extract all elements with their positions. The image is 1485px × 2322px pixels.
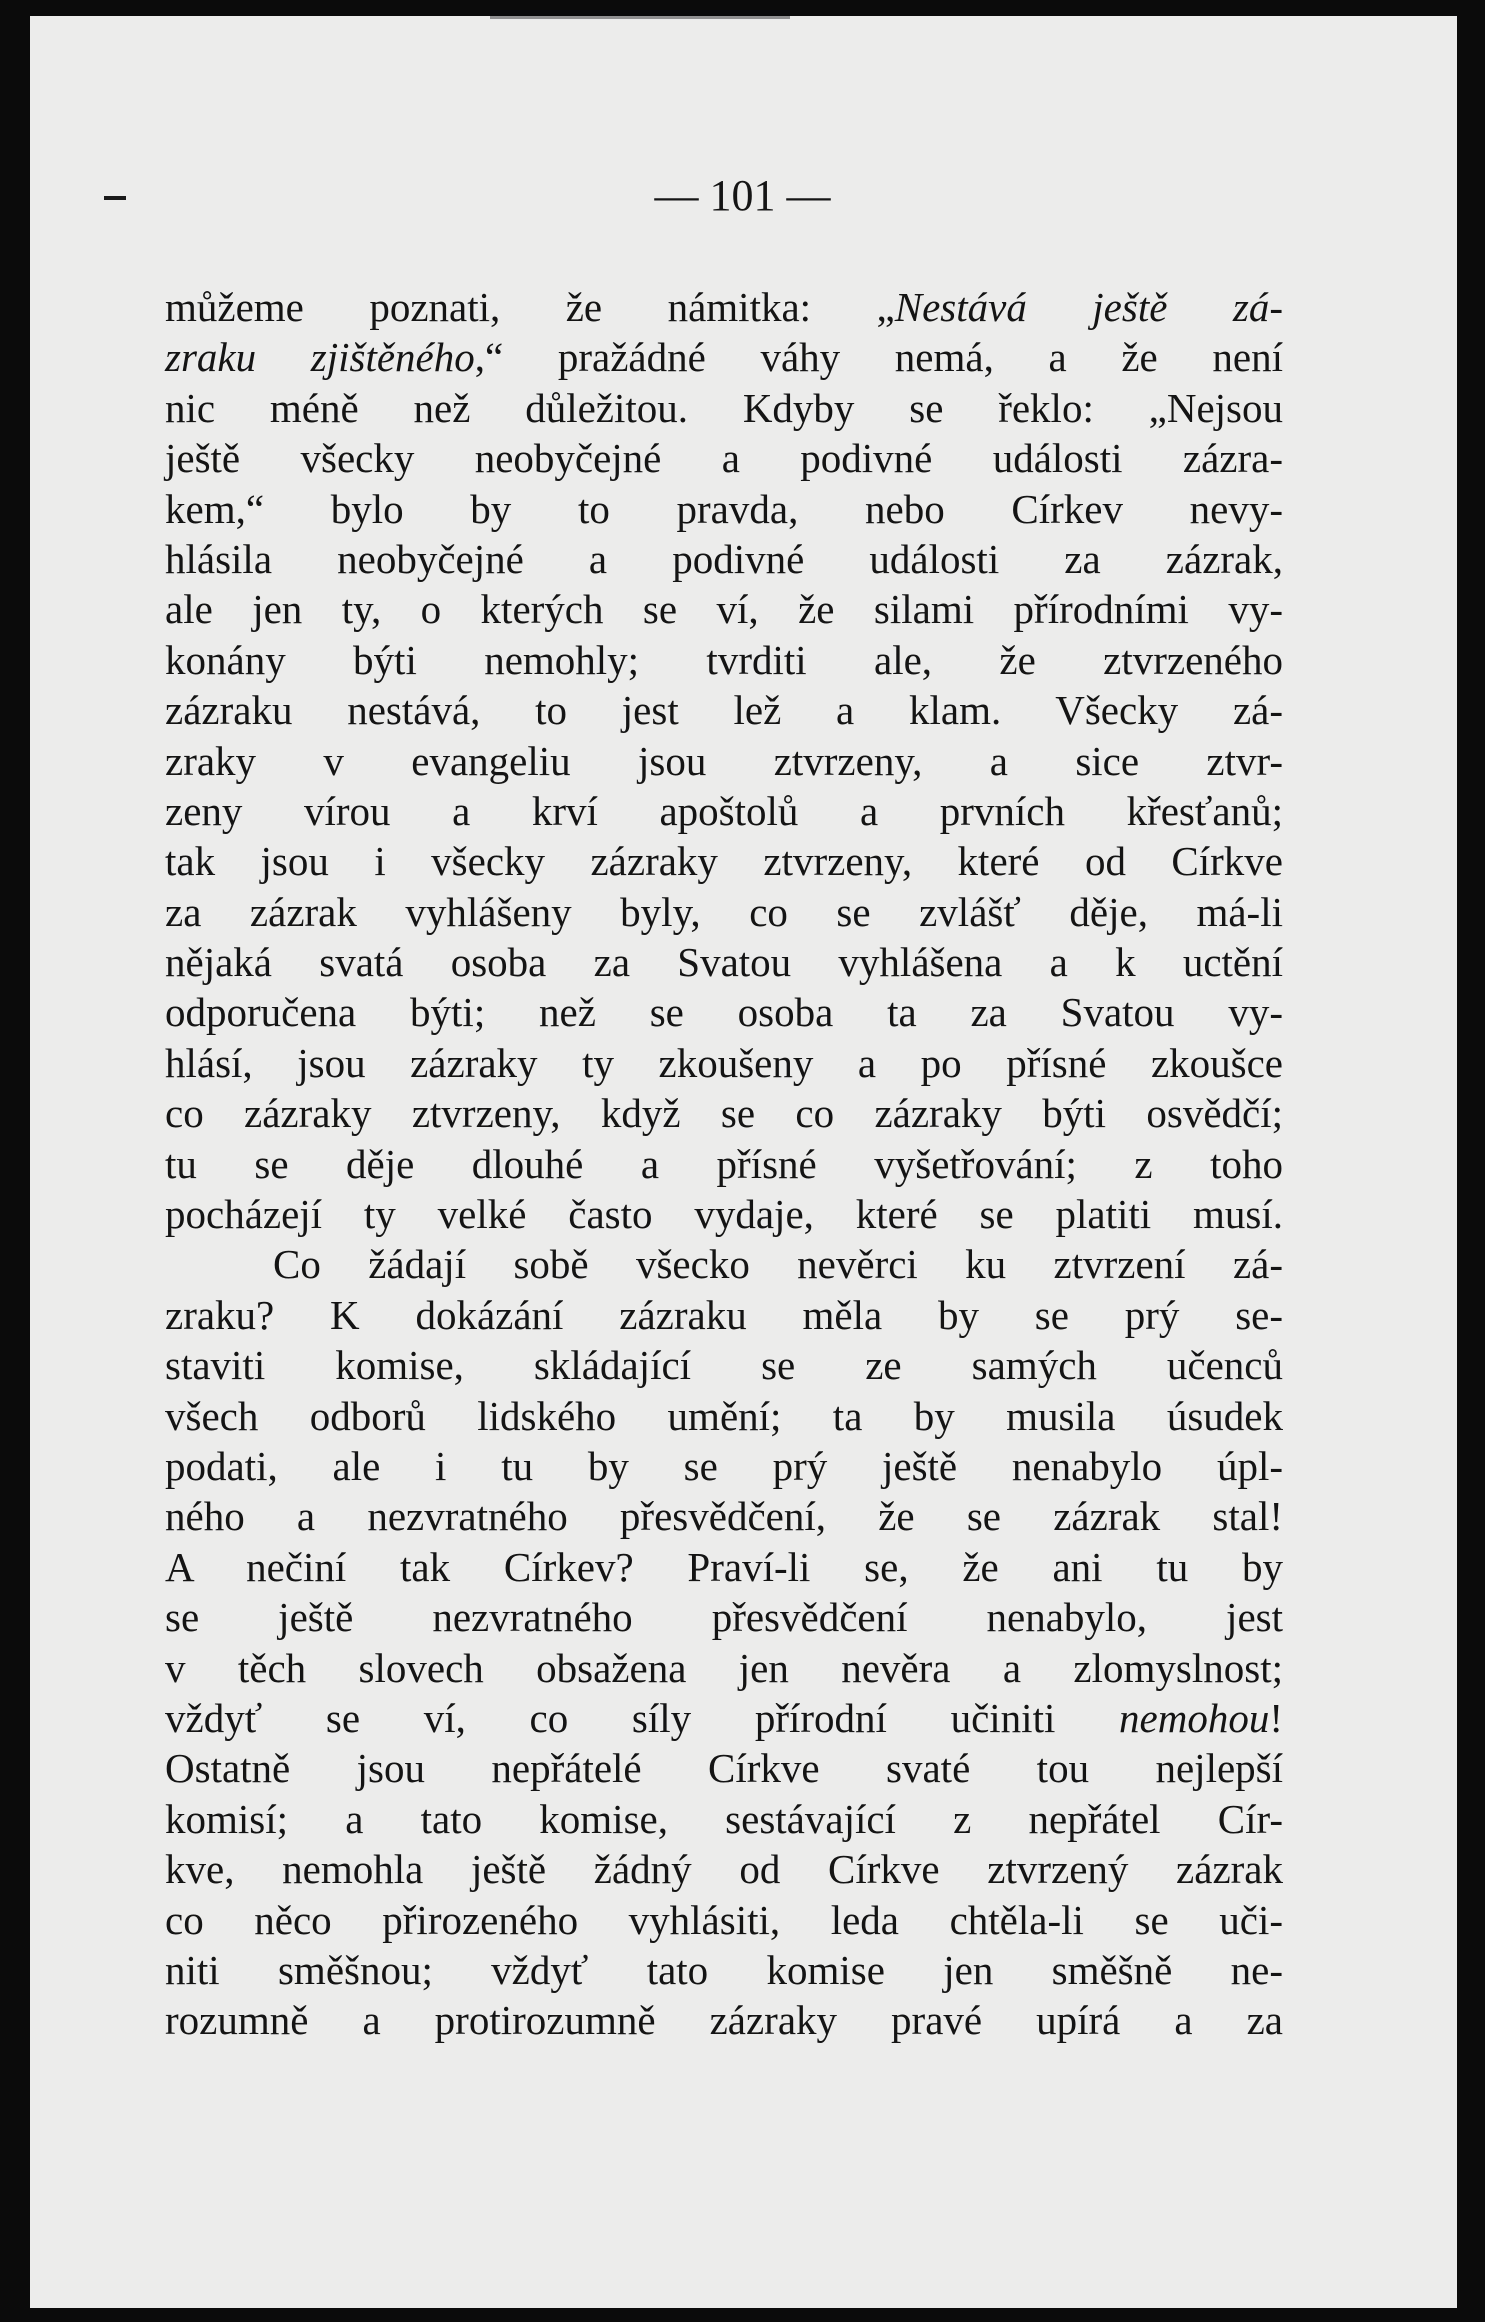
- text-line: [165, 1542, 1283, 1592]
- text-segment: staviti komise, skládající se ze samých učenců: [165, 1342, 1283, 1389]
- text-line: [165, 685, 1283, 735]
- text-segment: nějaká svatá osoba za Svatou vyhlášena a k uctění: [165, 939, 1283, 986]
- emphasized-text: Nestává ještě zá-: [894, 284, 1283, 330]
- text-line: [165, 987, 1283, 1037]
- text-line: [165, 635, 1283, 685]
- text-segment: odporučena býti; než se osoba ta za Svatou vy-: [165, 989, 1283, 1036]
- text-segment: můžeme poznati, že námitka: „: [165, 284, 895, 330]
- text-segment: komisí; a tato komise, sestávající z nepřátel Cír-: [165, 1795, 1283, 1842]
- text-segment: ného a nezvratného přesvědčení, že se zázrak stal!: [165, 1493, 1283, 1540]
- text-segment: ale jen ty, o kterých se ví, že silami přírodními vy-: [165, 586, 1283, 633]
- text-line: [165, 332, 1283, 382]
- text-line: [165, 282, 1283, 332]
- text-segment: co zázraky ztvrzeny, když se co zázraky býti osvědčí;: [165, 1090, 1283, 1137]
- text-segment: za zázrak vyhlášeny byly, co se zvlášť děje, má-li: [165, 888, 1283, 935]
- text-line: [165, 1491, 1283, 1541]
- text-segment: A nečiní tak Církev? Praví-li se, že ani tu by: [165, 1543, 1283, 1590]
- page-number: — 101 —: [654, 171, 831, 220]
- text-line: [165, 1290, 1283, 1340]
- text-line: [165, 1643, 1283, 1693]
- text-segment: zeny vírou a krví apoštolů a prvních křesťanů;: [165, 787, 1283, 834]
- text-segment: tu se děje dlouhé a přísné vyšetřování; z toho: [165, 1140, 1283, 1187]
- text-segment: niti směšnou; vždyť tato komise jen směšně ne-: [165, 1946, 1283, 1993]
- text-line: [165, 1391, 1283, 1441]
- text-segment: podati, ale i tu by se prý ještě nenabylo úpl-: [165, 1442, 1283, 1489]
- text-line: [165, 1189, 1283, 1239]
- text-segment: konány býti nemohly; tvrditi ale, že ztvrzeného: [165, 636, 1283, 683]
- text-segment: tak jsou i všecky zázraky ztvrzeny, které od Církve: [165, 838, 1283, 885]
- emphasized-text: nemohou: [1119, 1694, 1270, 1741]
- text-line: [165, 383, 1283, 433]
- text-line: [165, 584, 1283, 634]
- text-segment: kem,“ bylo by to pravda, nebo Církev nevy-: [165, 485, 1283, 532]
- text-line: [165, 1441, 1283, 1491]
- text-line: [165, 1895, 1283, 1945]
- text-line: [165, 1743, 1283, 1793]
- text-line: [165, 484, 1283, 534]
- text-segment: vždyť se ví, co síly přírodní učiniti: [165, 1694, 1120, 1741]
- text-line: [165, 1038, 1283, 1088]
- text-line: [165, 836, 1283, 886]
- text-line: [165, 937, 1283, 987]
- text-segment: se ještě nezvratného přesvědčení nenabylo, jest: [165, 1594, 1283, 1641]
- text-line: [165, 1995, 1283, 2045]
- text-line: [165, 534, 1283, 584]
- text-segment: nic méně než důležitou. Kdyby se řeklo: „Nejsou: [165, 384, 1283, 431]
- text-segment: Ostatně jsou nepřátelé Církve svaté tou nejlepší: [165, 1745, 1283, 1792]
- text-line: [165, 1945, 1283, 1995]
- text-segment: v těch slovech obsažena jen nevěra a zlomyslnost;: [165, 1644, 1283, 1691]
- text-segment: ,“ pražádné váhy nemá, a že není: [474, 334, 1283, 381]
- text-line: [165, 736, 1283, 786]
- text-line: [165, 1239, 1283, 1289]
- emphasized-text: zraku zjištěného: [165, 334, 475, 381]
- text-line: [165, 1794, 1283, 1844]
- page-top-edge-mark: [490, 16, 790, 19]
- text-segment: zraky v evangeliu jsou ztvrzeny, a sice ztvr-: [165, 737, 1283, 784]
- body-text: [165, 282, 1283, 2046]
- text-segment: hlásí, jsou zázraky ty zkoušeny a po přísné zkoušce: [165, 1039, 1283, 1086]
- text-segment: rozumně a protirozumně zázraky pravé upírá a za: [165, 1997, 1283, 2044]
- text-segment: zraku? K dokázání zázraku měla by se prý se-: [165, 1291, 1283, 1338]
- text-segment: všech odborů lidského umění; ta by musila úsudek: [165, 1392, 1283, 1439]
- text-segment: kve, nemohla ještě žádný od Církve ztvrzený zázrak: [165, 1846, 1283, 1893]
- text-segment: zázraku nestává, to jest lež a klam. Všecky zá-: [165, 687, 1283, 734]
- text-segment: hlásila neobyčejné a podivné události za zázrak,: [165, 535, 1283, 582]
- text-line: [165, 1592, 1283, 1642]
- text-line: [165, 1088, 1283, 1138]
- text-segment: co něco přirozeného vyhlásiti, leda chtěla-li se uči-: [165, 1896, 1283, 1943]
- text-segment: !: [1269, 1694, 1283, 1741]
- text-line: [165, 1340, 1283, 1390]
- text-line: [165, 786, 1283, 836]
- text-line: [165, 1693, 1283, 1743]
- text-line: [165, 1844, 1283, 1894]
- text-line: [165, 887, 1283, 937]
- text-line: [165, 433, 1283, 483]
- text-segment: ještě všecky neobyčejné a podivné události zázra-: [165, 435, 1283, 482]
- text-segment: pocházejí ty velké často vydaje, které se platiti musí.: [165, 1191, 1283, 1238]
- text-segment: Co žádají sobě všecko nevěrci ku ztvrzení zá-: [273, 1241, 1283, 1288]
- text-line: [165, 1139, 1283, 1189]
